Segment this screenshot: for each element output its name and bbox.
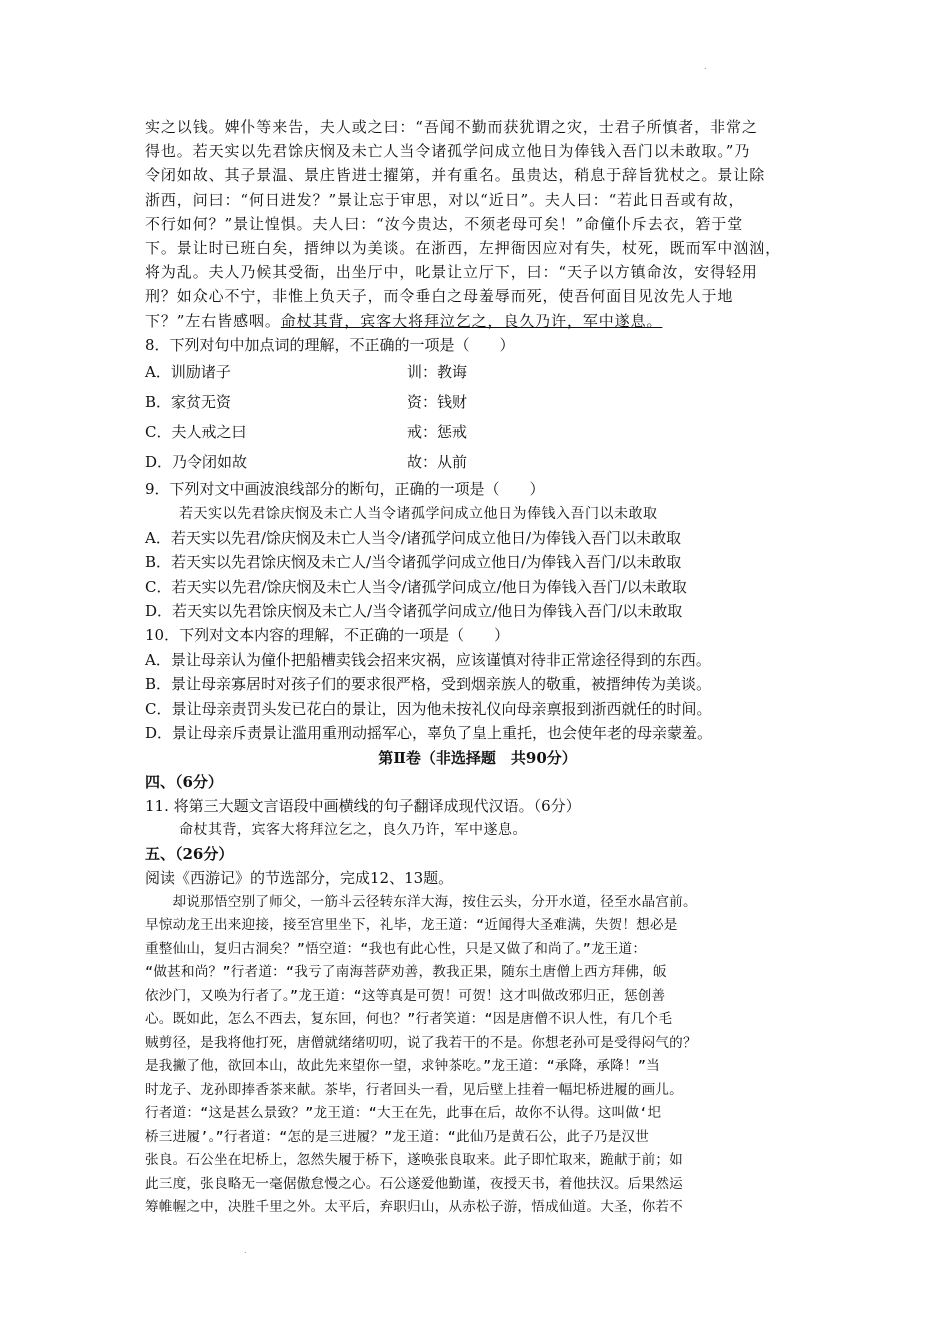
passage-line: 将为乱。夫人乃候其受衙，出坐厅中，叱景让立厅下，曰：“天子以方镇命汝，安得轻用 [145,263,758,282]
question-9-quote: 若天实以先君馀庆悯及未亡人当令诸孤学问成立他日为俸钱入吾门以未敢取 [179,505,658,522]
passage-line-plain: 下？”左右皆感咽。 [145,311,281,330]
footer-mark: . [244,1246,247,1255]
question-11-stem: 11. 将第三大题文言语段中画横线的句子翻译成现代汉语。（6分） [145,796,581,815]
q9-option: C．若天实以先君/馀庆悯及未亡人当令/诸孤学问成立/他日为俸钱入吾门/以未敢取 [145,577,687,596]
journey-to-the-west-excerpt [145,891,810,1220]
underlined-sentence: 命杖其背，宾客大将拜泣乞之，良久乃许，军中遂息。 [280,311,663,330]
reading-line: 重整仙山，复归古洞矣？”悟空道：“我也有此心性，只是又做了和尚了。”龙王道： [145,940,647,957]
q8-option-phrase: D．乃令闭如故 [145,453,248,472]
passage-last-line [145,309,810,333]
passage-line: 实之以钱。婢仆等来告，夫人或之曰：“吾闻不勤而获犹谓之灾，士君子所慎者，非常之 [145,118,758,136]
passage-line: 下。景让时已班白矣，搢绅以为美谈。在浙西，左押衙因应对有失，杖死，既而军中汹汹， [145,239,782,258]
question-9-stem: 9．下列对文中画波浪线部分的断句，正确的一项是（ ） [145,480,545,499]
q8-option-phrase: C．夫人戒之曰 [145,423,247,442]
q8-option-phrase: B．家贫无资 [145,393,232,412]
passage-line: 不行如何？”景让惶惧。夫人曰：“汝今贵达，不须老母可矣！”命僮仆斥去衣，箬于堂 [145,214,744,233]
reading-line: 是我撇了他，欲回本山，故此先来望你一望，求钟茶吃。”龙王道：“承降，承降！”当 [145,1058,660,1075]
reading-line: 贼剪径，是我将他打死，唐僧就绪绪叨叨，说了我若干的不是。你想老孙可是受得闷气的？ [145,1034,697,1051]
q8-option [145,417,810,447]
q8-option-phrase: A．训励诸子 [145,363,231,382]
passage-line: 令闭如故、其子景温、景庄皆进士擢第，并有重名。虽贵达，稍息于辞旨犹杖之。景让除 [145,166,766,185]
reading-line: 张良。石公坐在圯桥上，忽然失履于桥下，遂唤张良取来。此子即忙取来，跪献于前；如 [145,1152,683,1169]
document-body [145,115,810,1220]
q9-option: A．若天实以先君/馀庆悯及未亡人当令/诸孤学问成立他日/为俸钱入吾门以未敢取 [145,528,681,547]
q9-option: D．若天实以先君馀庆悯及未亡人/当令诸孤学问成立/他日为俸钱入吾门/以未敢取 [145,602,683,621]
question-10-stem: 10．下列对文本内容的理解，不正确的一项是（ ） [145,626,510,645]
section-5-title: 五、（26分） [145,845,234,864]
q8-option-gloss: 训：教诲 [407,363,468,382]
part-2-title: 第Ⅱ卷（非选择题 共90分） [378,748,577,767]
q9-option: B．若天实以先君馀庆悯及未亡人/当令诸孤学问成立他日/为俸钱入吾门/以未敢取 [145,553,682,572]
q8-option [145,447,810,477]
reading-line: 心。既如此，怎么不西去，复东回，何也？”行者笑道：“因是唐僧不识人性，有几个毛 [145,1011,673,1028]
reading-line: 时龙子、龙孙即捧香茶来献。茶毕，行者回头一看，见后壁上挂着一幅圯桥进履的画儿。 [145,1081,683,1098]
q8-option-gloss: 故：从前 [407,453,468,472]
q8-option-gloss: 戒：惩戒 [407,423,468,442]
reading-line: 却说那悟空别了师父，一筋斗云径转东洋大海，按住云头，分开水道，径至水晶宫前。 [145,893,697,910]
section-5-intro: 阅读《西游记》的节选部分，完成12、13题。 [145,869,454,888]
reading-line: 筹帷幄之中，决胜千里之外。太平后，弃职归山，从赤松子游，悟成仙道。大圣，你若不 [145,1199,683,1216]
passage-line: 刑？如众心不宁，非惟上负天子，而令垂白之母羞辱而死，使吾何面目见汝先人于地 [145,287,734,306]
q10-option: D．景让母亲斥责景让滥用重刑动摇军心，辜负了皇上重托，也会使年老的母亲蒙羞。 [145,724,713,743]
question-8-options [145,357,810,477]
q8-option [145,357,810,387]
q8-option-gloss: 资：钱财 [407,393,468,412]
q10-option: C．景让母亲责罚头发已花白的景让，因为他未按礼仪向母亲禀报到浙西就任的时间。 [145,699,712,718]
question-11-quote: 命杖其背，宾客大将拜泣乞之，良久乃许，军中遂息。 [179,822,527,839]
reading-line: 此三度，张良略无一毫倨傲怠慢之心。石公遂爱他勤谨，夜授天书，着他扶汉。后果然运 [145,1175,683,1192]
classical-passage [145,115,810,333]
q8-option [145,387,810,417]
header-mark: . [704,62,707,71]
question-8-stem: 8．下列对句中加点词的理解，不正确的一项是（ ） [145,335,515,354]
passage-line: 浙西，问曰：“何日进发？”景让忘于审思，对以“近日”。夫人曰：“若此日吾或有故， [145,190,745,209]
q10-option: B．景让母亲寡居时对孩子们的要求很严格，受到烟亲族人的敬重，被搢绅传为美谈。 [145,675,712,694]
reading-line: 依沙门，又唤为行者了。”龙王道：“这等真是可贺！可贺！这才叫做改邪归正，惩创善 [145,987,666,1004]
section-4-title: 四、（6分） [145,772,223,791]
reading-line: 行者道：“这是甚么景致？”龙王道：“大王在先，此事在后，故你不认得。这叫做‘圯 [145,1105,662,1122]
passage-line: 得也。若天实以先君馀庆悯及未亡人当令诸孤学问成立他日为俸钱入吾门以未敢取。”乃 [145,142,751,161]
reading-line: 桥三进履’。”行者道：“怎的是三进履？”龙王道：“此仙乃是黄石公，此子乃是汉世 [145,1128,650,1145]
reading-line: “做甚和尚？”行者道：“我亏了南海菩萨劝善，教我正果，随东土唐僧上西方拜佛，皈 [145,964,667,981]
reading-line: 早惊动龙王出来迎接，接至宫里坐下，礼毕，龙王道：“近闻得大圣难满，失贺！想必是 [145,917,678,934]
q10-option: A．景让母亲认为僮仆把船槽卖钱会招来灾祸，应该谨慎对待非正常途径得到的东西。 [145,650,711,669]
